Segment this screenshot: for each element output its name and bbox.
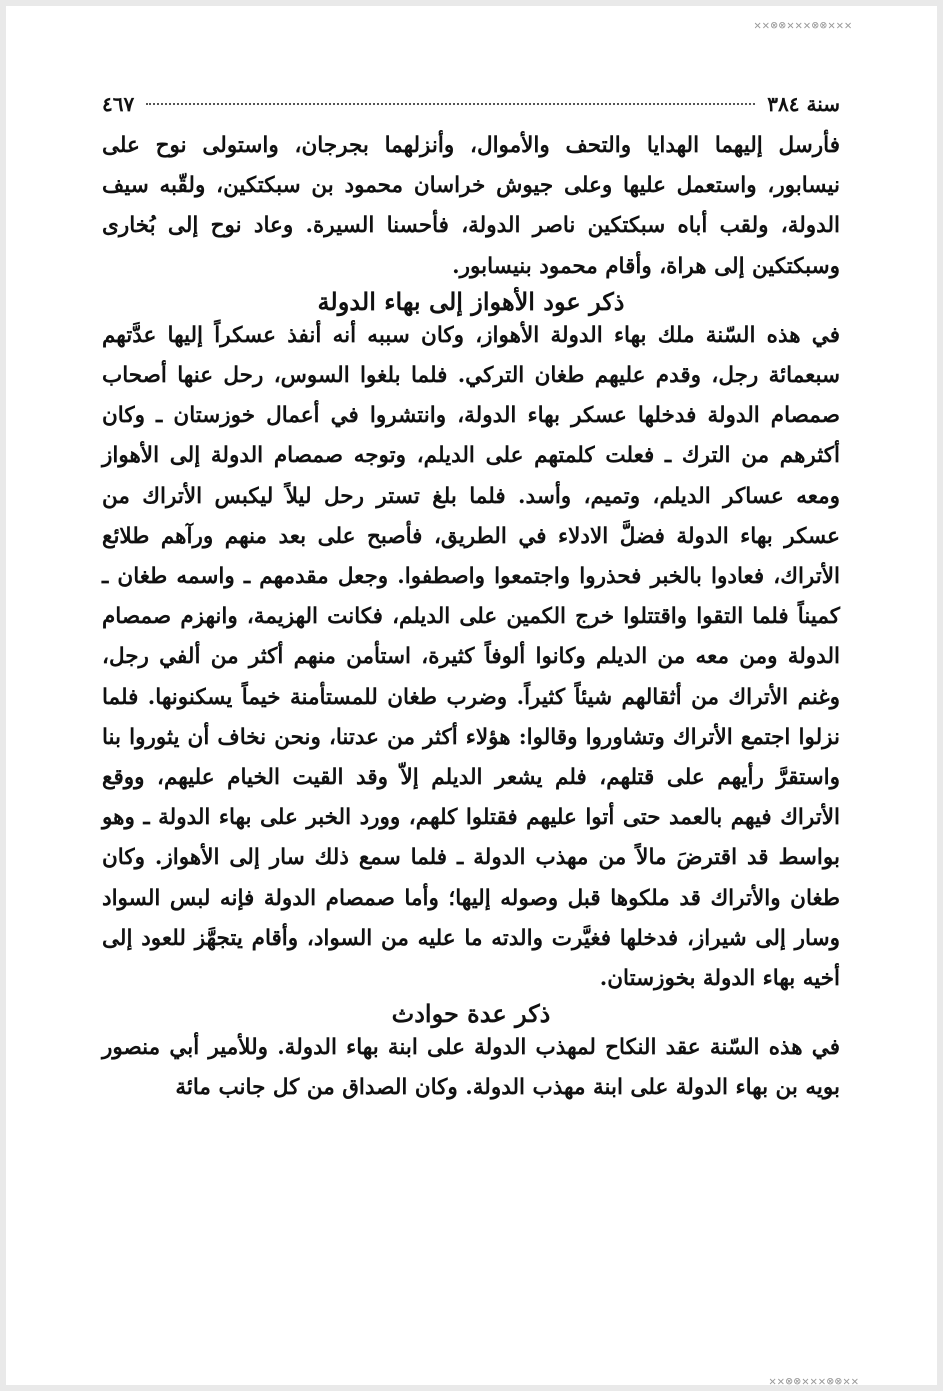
running-header [102,92,840,126]
section-title-events: ذكر عدة حوادث [391,999,551,1029]
header-year: سنة ٣٨٤ [767,92,840,116]
bottom-ornament-strip: ✕✕⊗⊗✕✕✕⊗⊗✕✕ [769,1374,860,1388]
header-dotted-leader [146,103,755,105]
page-number: ٤٦٧ [102,92,135,116]
opening-paragraph: فأرسل إليهما الهدايا والتحف والأموال، وأنزلهما بجرجان، واستولى نوح على نيسابور، واستعمل عليها وعلى جيوش خراسان محمود بن سبكتكين، ولقّبه سيف الدولة، ولقب أباه سبكتكين ناصر الدولة، فأحسنا السيرة. وعاد نوح إلى بُخارى وسبكتكين إلى هراة، وأقام محمود بنيسابور. [102,133,840,279]
top-ornament-strip: ✕✕⊗⊗✕✕✕⊗⊗✕✕✕ [754,18,853,32]
section-title-ahwaz: ذكر عود الأهواز إلى بهاء الدولة [317,286,625,316]
section-ahwaz-paragraph: في هذه السّنة ملك بهاء الدولة الأهواز، وكان سببه أنه أنفذ عسكراً إليها عدَّتهم سبعمائة رجل، وقدم عليهم طغان التركي. فلما بلغوا السوس، رحل عنها أصحاب صمصام الدولة فدخلها عسكر بهاء الدولة، وانتشروا في أعمال خوزستان ـ وكان أكثرهم من الترك ـ فعلت كلمتهم على الديلم، وتوجه صمصام الدولة إلى الأهواز ومعه عساكر الديلم، وتميم، وأسد. فلما بلغ تستر رحل ليلاً ليكبس الأتراك من عسكر بهاء الدولة فضلَّ الادلاء في الطريق، فأصبح على بعد منهم ورآهم طلائع الأتراك، فعادوا بالخبر فحذروا واجتمعوا واصطفوا. وجعل مقدمهم ـ واسمه طغان ـ كميناً فلما التقوا واقتتلوا خرج الكمين على الديلم، فكانت الهزيمة، وانهزم صمصام الدولة ومن معه من الديلم وكانوا ألوفاً كثيرة، استأمن منهم أكثر من ألفي رجل، وغنم الأتراك من أثقالهم شيئاً كثيراً. وضرب طغان للمستأمنة خيماً يسكنونها. فلما نزلوا اجتمع الأتراك وتشاوروا وقالوا: هؤلاء أكثر من عدتنا، ونحن نخاف أن يثوروا بنا واستقرَّ رأيهم على قتلهم، فلم يشعر الديلم إلاّ وقد القيت الخيام عليهم، ووقع الأتراك فيهم بالعمد حتى أتوا عليهم فقتلوا كلهم، وورد الخبر على بهاء الدولة ـ وهو بواسط قد اقترضَ مالاً من مهذب الدولة ـ فلما سمع ذلك سار إلى الأهواز. وكان طغان والأتراك قد ملكوها قبل وصوله إليها؛ وأما صمصام الدولة فإنه لبس السواد وسار إلى شيراز، فدخلها فغيَّرت والدته ما عليه من السواد، وأقام يتجهَّز للعود إلى أخيه بهاء الدولة بخوزستان. [102,322,840,992]
book-page [102,92,840,1109]
section-events-paragraph: في هذه السّنة عقد النكاح لمهذب الدولة على ابنة بهاء الدولة. وللأمير أبي منصور بويه بن بهاء الدولة على ابنة مهذب الدولة. وكان الصداق من كل جانب مائة [102,1035,840,1101]
